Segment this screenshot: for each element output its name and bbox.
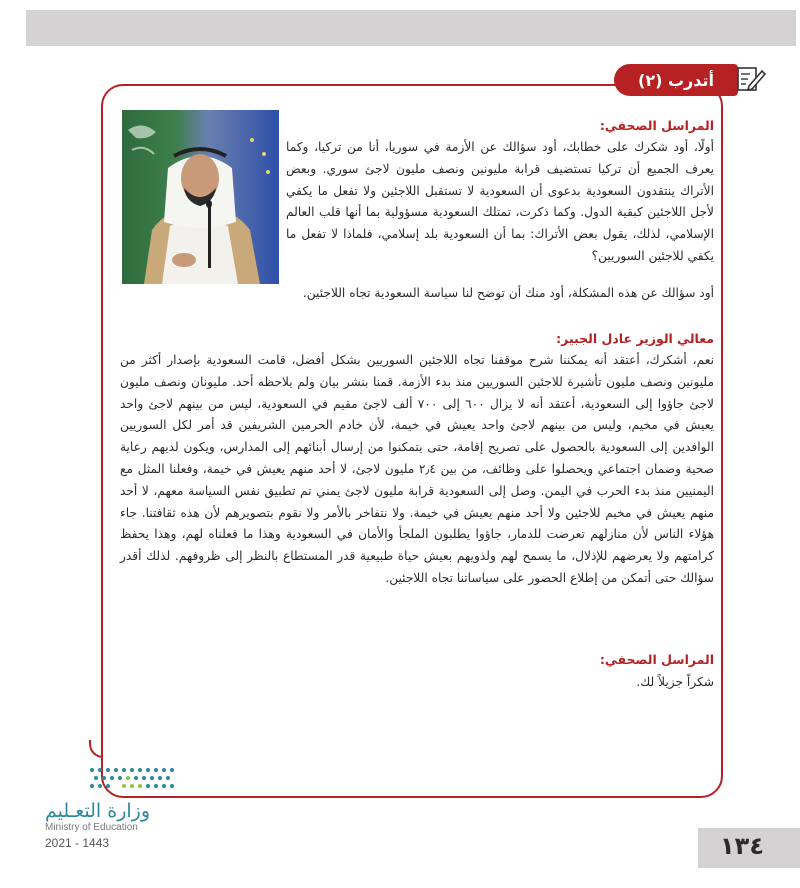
ministry-logo-icon <box>88 764 180 794</box>
ministry-name-arabic: وزارة التعـليم <box>45 800 151 822</box>
minister-answer: نعم، أشكرك، أعتقد أنه يمكننا شرح موقفنا تجاه اللاجئين السوريين بشكل أفضل، قامت السعودية بإصدار أكثر من مليونين ونصف مليون تأشيرة للاجئين السوريين منذ بدء الأزمة. قمنا بنشر بيان ولم يلاحظه أحد. مليونان ونصف مليون لاجئ جاؤوا إلى السعودية، أعتقد أنه لا يزال ٦٠٠ إلى ٧٠٠ ألف لاجئ مقيم في السعودية، ليس من بينهم لاجئ واحد يعيش في مخيم، وليس من بينهم لاجئ واحد يعيش في خيمة، لأن خادم الحرمين الشريفين قد أمر لكل السوريين الوافدين إلى السعودية بالحصول على تصريح إقامة، حتى يتمكنوا من إرسال أبنائهم إلى المدارس، ويكون لديهم رعاية صحية وضمان اجتماعي ويحصلوا على وظائف، من بين ٢٫٤ مليون لاجئ، لا أحد منهم يعيش في خيمة، وفعلنا المثل مع اليمنيين منذ بدء الحرب في اليمن. وصل إلى السعودية قرابة مليون لاجئ يمني تم تطبيق نفس السياسة معهم، لا أحد منهم يعيش في مخيم للاجئين ولا أحد منهم يعيش في خيمة. ولا نتفاخر بالأمر ولا نقوم بتصويرهم لأن هذه ثقافتنا. جاء هؤلاء الناس لأن منازلهم تعرضت للدمار، جاؤوا يطلبون الملجأ والأمان في السعودية وهذا ما فعلناه لهم، وهذا يحفظ كرامتهم ولا يعرضهم للإذلال، ما يسمح لهم ولذويهم بعيش حياة طبيعية قدر المستطاع بالنظر إلى ظروفهم. لذلك أقدر سؤالك حتى أتمكن من إطلاع الحضور على سياساتنا تجاه اللاجئين. <box>120 353 714 585</box>
ministry-name-english: Ministry of Education <box>45 822 138 833</box>
activity-title-text: أتدرب (٢) <box>638 70 714 90</box>
reporter-label-2: المراسل الصحفي: <box>599 652 714 667</box>
pencil-paper-icon <box>736 64 766 94</box>
activity-title <box>614 64 738 96</box>
edition-year: 2021 - 1443 <box>45 836 110 850</box>
top-header-bar <box>26 10 796 46</box>
frame-tail-decoration <box>89 740 103 758</box>
reporter-question: أولًا، أود شكرك على خطابك، أود سؤالك عن الأزمة في سوريا، أنا من تركيا، وكما يعرف الجميع أن تركيا تستضيف قرابة مليونين ونصف مليون لاجئ سوري. وبعض الأتراك ينتقدون السعودية بدعوى أن السعودية لا تستقبل اللاجئين ولا تفعل ما يكفي لأجل اللاجئين كبقية الدول. وكما ذكرت، تمتلك السعودية مسؤولية بما أنها قلب العالم الإسلامي، لذلك، يقول بعض الأتراك: بما أن السعودية بلد إسلامي، فلماذا لا تفعل ما يكفي للاجئين السوريين؟ <box>286 140 714 263</box>
reporter-thanks: شكراً جزيلاً لك. <box>636 675 714 689</box>
minister-label: معالي الوزير عادل الجبير: <box>556 331 714 346</box>
reporter-question-followup: أود سؤالك عن هذه المشكلة، أود منك أن توضح لنا سياسة السعودية تجاه اللاجئين. <box>302 286 714 300</box>
minister-photo <box>122 110 279 284</box>
page-number: ١٣٤ <box>720 832 764 860</box>
reporter-label: المراسل الصحفي: <box>599 118 714 133</box>
